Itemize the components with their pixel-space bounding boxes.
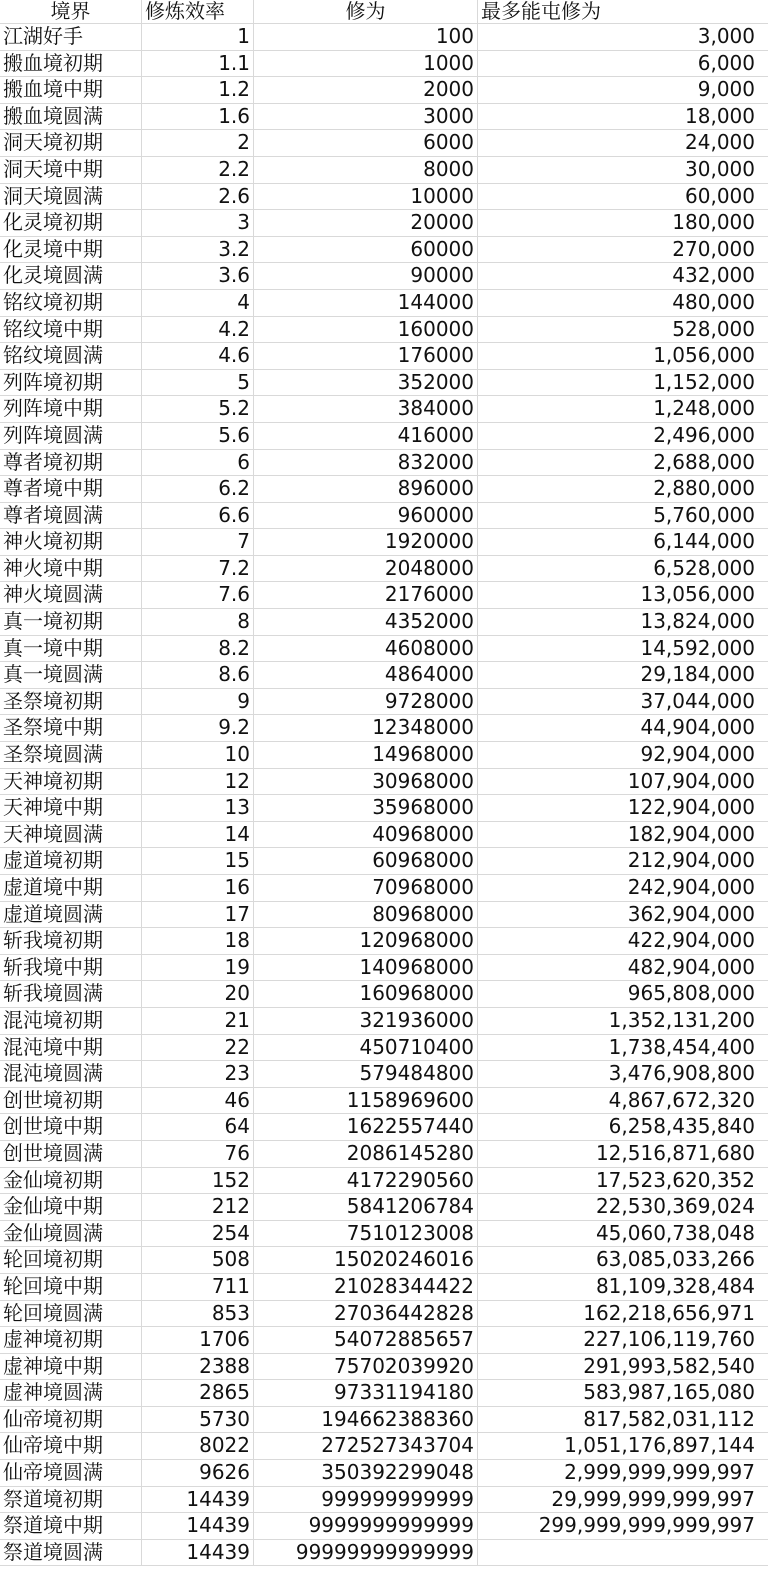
realm-cell[interactable]: 天神境中期 [0, 795, 142, 821]
cultivation-cell[interactable]: 35968000 [254, 795, 478, 821]
max-cultivation-cell[interactable]: 299,999,999,999,997 [538, 1513, 755, 1538]
realm-cell[interactable]: 斩我境圆满 [0, 981, 142, 1007]
realm-cell[interactable]: 轮回境圆满 [0, 1301, 142, 1327]
realm-cell[interactable]: 祭道境初期 [0, 1487, 142, 1513]
realm-cell[interactable]: 创世境中期 [0, 1114, 142, 1140]
max-cultivation-cell[interactable]: 270,000 [672, 236, 755, 261]
table-row [0, 237, 768, 264]
table-row [0, 104, 768, 131]
table-row [0, 24, 768, 51]
efficiency-cell[interactable]: 5730 [142, 1407, 254, 1433]
max-cultivation-cell[interactable]: 45,060,738,048 [595, 1220, 755, 1245]
efficiency-cell[interactable]: 14439 [142, 1513, 254, 1539]
header-realm[interactable]: 境界 [0, 0, 142, 23]
efficiency-cell[interactable]: 212 [142, 1194, 254, 1220]
realm-cell[interactable]: 天神境圆满 [0, 822, 142, 848]
max-cultivation-cell[interactable]: 482,904,000 [627, 954, 755, 979]
efficiency-cell[interactable]: 23 [142, 1061, 254, 1087]
cultivation-cell[interactable]: 27036442828 [254, 1301, 478, 1327]
cultivation-cell[interactable]: 352000 [254, 370, 478, 396]
realm-cell[interactable]: 虚道境中期 [0, 875, 142, 901]
realm-cell[interactable]: 尊者境中期 [0, 476, 142, 502]
max-cultivation-cell[interactable]: 180,000 [672, 210, 755, 235]
efficiency-cell[interactable]: 1 [142, 24, 254, 50]
realm-cell[interactable]: 圣祭境初期 [0, 689, 142, 715]
cultivation-cell[interactable]: 12348000 [254, 715, 478, 741]
table-row [0, 636, 768, 663]
max-cultivation-cell[interactable]: 362,904,000 [627, 901, 755, 926]
realm-cell[interactable]: 斩我境初期 [0, 928, 142, 954]
table-row [0, 370, 768, 397]
efficiency-cell[interactable]: 14439 [142, 1487, 254, 1513]
efficiency-cell[interactable]: 20 [142, 981, 254, 1007]
max-cultivation-cell[interactable]: 44,904,000 [640, 715, 755, 740]
efficiency-cell[interactable]: 152 [142, 1168, 254, 1194]
cultivation-cell[interactable]: 579484800 [254, 1061, 478, 1087]
table-row [0, 1221, 768, 1248]
max-cultivation-cell[interactable]: 965,808,000 [627, 981, 755, 1006]
efficiency-cell[interactable]: 3.6 [142, 263, 254, 289]
realm-cell[interactable]: 轮回境中期 [0, 1274, 142, 1300]
table-row [0, 689, 768, 716]
max-cultivation-cell[interactable]: 4,867,672,320 [608, 1087, 755, 1112]
realm-cell[interactable]: 铭纹境初期 [0, 290, 142, 316]
efficiency-cell[interactable]: 1706 [142, 1327, 254, 1353]
efficiency-cell[interactable]: 2865 [142, 1380, 254, 1406]
cultivation-cell[interactable]: 321936000 [254, 1008, 478, 1034]
table-row [0, 1540, 768, 1567]
table-row [0, 1194, 768, 1221]
max-cultivation-cell[interactable]: 6,144,000 [653, 529, 755, 554]
efficiency-cell[interactable]: 8022 [142, 1433, 254, 1459]
table-row [0, 184, 768, 211]
cultivation-cell[interactable]: 416000 [254, 423, 478, 449]
realm-cell[interactable]: 圣祭境中期 [0, 715, 142, 741]
table-row [0, 715, 768, 742]
realm-cell[interactable]: 搬血境中期 [0, 77, 142, 103]
realm-cell[interactable]: 创世境初期 [0, 1088, 142, 1114]
cultivation-cell[interactable]: 10000 [254, 184, 478, 210]
cultivation-cell[interactable]: 4608000 [254, 636, 478, 662]
efficiency-cell[interactable]: 9.2 [142, 715, 254, 741]
max-cultivation-cell[interactable]: 81,109,328,484 [595, 1273, 755, 1298]
cultivation-cell[interactable]: 144000 [254, 290, 478, 316]
efficiency-cell[interactable]: 1.2 [142, 77, 254, 103]
max-cultivation-cell[interactable]: 242,904,000 [627, 875, 755, 899]
realm-cell[interactable]: 列阵境中期 [0, 396, 142, 422]
efficiency-cell[interactable]: 64 [142, 1114, 254, 1140]
max-cultivation-cell[interactable]: 6,528,000 [653, 555, 755, 580]
cultivation-cell[interactable]: 20000 [254, 210, 478, 236]
efficiency-cell[interactable]: 711 [142, 1274, 254, 1300]
realm-cell[interactable]: 祭道境圆满 [0, 1540, 142, 1566]
max-cultivation-cell[interactable]: 2,999,999,999,997 [564, 1460, 755, 1485]
cultivation-cell[interactable]: 100 [254, 24, 478, 50]
cultivation-cell[interactable]: 120968000 [254, 928, 478, 954]
realm-cell[interactable]: 虚神境圆满 [0, 1380, 142, 1406]
efficiency-cell[interactable]: 21 [142, 1008, 254, 1034]
cultivation-cell[interactable]: 832000 [254, 450, 478, 476]
realm-cell[interactable]: 仙帝境初期 [0, 1407, 142, 1433]
table-row [0, 1354, 768, 1381]
cultivation-cell[interactable]: 1000 [254, 51, 478, 77]
cultivation-cell[interactable]: 6000 [254, 130, 478, 156]
table-row [0, 981, 768, 1008]
table-row [0, 582, 768, 609]
max-cultivation-cell[interactable]: 2,688,000 [653, 449, 755, 474]
table-row [0, 848, 768, 875]
cultivation-cell[interactable]: 450710400 [254, 1035, 478, 1061]
max-cultivation-cell[interactable]: 432,000 [672, 263, 755, 288]
table-row [0, 1088, 768, 1115]
realm-cell[interactable]: 铭纹境中期 [0, 317, 142, 343]
cultivation-cell[interactable]: 75702039920 [254, 1354, 478, 1380]
efficiency-cell[interactable]: 3.2 [142, 237, 254, 263]
realm-cell[interactable]: 创世境圆满 [0, 1141, 142, 1167]
cultivation-cell[interactable]: 1920000 [254, 529, 478, 555]
table-row [0, 1513, 768, 1540]
table-row [0, 476, 768, 503]
realm-cell[interactable]: 列阵境圆满 [0, 423, 142, 449]
cultivation-cell[interactable]: 350392299048 [254, 1460, 478, 1486]
cultivation-cell[interactable]: 4172290560 [254, 1168, 478, 1194]
max-cultivation-cell[interactable]: 13,056,000 [640, 582, 755, 607]
max-cultivation-cell[interactable]: 1,738,454,400 [608, 1034, 755, 1059]
table-row [0, 742, 768, 769]
cultivation-cell[interactable]: 8000 [254, 157, 478, 183]
max-cultivation-cell[interactable]: 480,000 [672, 289, 755, 314]
realm-cell[interactable]: 天神境初期 [0, 769, 142, 795]
efficiency-cell[interactable]: 6 [142, 450, 254, 476]
efficiency-cell[interactable]: 4.2 [142, 317, 254, 343]
table-row [0, 556, 768, 583]
max-cultivation-cell[interactable]: 29,999,999,999,997 [551, 1486, 755, 1511]
cultivation-cell[interactable]: 999999999999 [254, 1487, 478, 1513]
efficiency-cell[interactable]: 7.2 [142, 556, 254, 582]
realm-cell[interactable]: 化灵境圆满 [0, 263, 142, 289]
efficiency-cell[interactable]: 10 [142, 742, 254, 768]
realm-cell[interactable]: 神火境初期 [0, 529, 142, 555]
cultivation-cell[interactable]: 21028344422 [254, 1274, 478, 1300]
cultivation-cell[interactable]: 176000 [254, 343, 478, 369]
table-row [0, 609, 768, 636]
efficiency-cell[interactable]: 5.2 [142, 396, 254, 422]
table-row [0, 343, 768, 370]
realm-cell[interactable]: 尊者境初期 [0, 450, 142, 476]
table-row [0, 955, 768, 982]
max-cultivation-cell[interactable]: 22,530,369,024 [595, 1194, 755, 1219]
efficiency-cell[interactable]: 8 [142, 609, 254, 635]
cultivation-cell[interactable]: 70968000 [254, 875, 478, 901]
max-cultivation-cell[interactable]: 9,000 [697, 77, 755, 102]
efficiency-cell[interactable]: 4 [142, 290, 254, 316]
table-row [0, 822, 768, 849]
table-row [0, 210, 768, 237]
max-cultivation-cell[interactable]: 60,000 [685, 183, 755, 208]
efficiency-cell[interactable]: 2388 [142, 1354, 254, 1380]
realm-cell[interactable]: 尊者境圆满 [0, 503, 142, 529]
cultivation-cell[interactable]: 80968000 [254, 902, 478, 928]
cultivation-cell[interactable]: 9728000 [254, 689, 478, 715]
efficiency-cell[interactable]: 18 [142, 928, 254, 954]
table-row [0, 1380, 768, 1407]
max-cultivation-cell[interactable]: 63,085,033,266 [595, 1247, 755, 1272]
max-cultivation-cell[interactable]: 24,000 [685, 130, 755, 155]
realm-cell[interactable]: 仙帝境圆满 [0, 1460, 142, 1486]
realm-cell[interactable]: 金仙境圆满 [0, 1221, 142, 1247]
cultivation-cell[interactable]: 90000 [254, 263, 478, 289]
max-cultivation-cell[interactable]: 5,760,000 [653, 502, 755, 527]
cultivation-cell[interactable]: 160000 [254, 317, 478, 343]
cultivation-cell[interactable]: 194662388360 [254, 1407, 478, 1433]
realm-cell[interactable]: 混沌境圆满 [0, 1061, 142, 1087]
cultivation-cell[interactable]: 54072885657 [254, 1327, 478, 1353]
efficiency-cell[interactable]: 4.6 [142, 343, 254, 369]
efficiency-cell[interactable]: 853 [142, 1301, 254, 1327]
cultivation-cell[interactable]: 140968000 [254, 955, 478, 981]
max-cultivation-cell[interactable]: 2,880,000 [653, 476, 755, 501]
table-row [0, 902, 768, 929]
table-row [0, 1035, 768, 1062]
table-row [0, 51, 768, 78]
header-cultivation[interactable]: 修为 [254, 0, 478, 23]
realm-cell[interactable]: 金仙境中期 [0, 1194, 142, 1220]
max-cultivation-cell[interactable]: 162,218,656,971 [583, 1300, 755, 1325]
efficiency-cell[interactable]: 76 [142, 1141, 254, 1167]
cultivation-cell[interactable]: 5841206784 [254, 1194, 478, 1220]
cultivation-cell[interactable]: 60968000 [254, 848, 478, 874]
max-cultivation-cell[interactable]: 3,476,908,800 [608, 1061, 755, 1086]
header-efficiency[interactable]: 修炼效率 [142, 0, 254, 23]
max-cultivation-cell[interactable]: 2,496,000 [653, 422, 755, 447]
cultivation-cell[interactable]: 384000 [254, 396, 478, 422]
efficiency-cell[interactable]: 8.2 [142, 636, 254, 662]
cultivation-cell[interactable]: 30968000 [254, 769, 478, 795]
table-body [0, 24, 768, 1566]
efficiency-cell[interactable]: 22 [142, 1035, 254, 1061]
efficiency-cell[interactable]: 14439 [142, 1540, 254, 1566]
table-row [0, 396, 768, 423]
cultivation-cell[interactable]: 960000 [254, 503, 478, 529]
cultivation-cell[interactable]: 97331194180 [254, 1380, 478, 1406]
realm-cell[interactable]: 祭道境中期 [0, 1513, 142, 1539]
efficiency-cell[interactable]: 2.6 [142, 184, 254, 210]
max-cultivation-cell[interactable]: 17,523,620,352 [595, 1167, 755, 1192]
cultivation-cell[interactable]: 272527343704 [254, 1433, 478, 1459]
efficiency-cell[interactable]: 17 [142, 902, 254, 928]
cultivation-cell[interactable]: 7510123008 [254, 1221, 478, 1247]
efficiency-cell[interactable]: 7.6 [142, 582, 254, 608]
table-row [0, 529, 768, 556]
max-cultivation-cell[interactable]: 1,051,176,897,144 [564, 1433, 755, 1458]
max-cultivation-cell[interactable]: 30,000 [685, 156, 755, 181]
table-row [0, 875, 768, 902]
efficiency-cell[interactable]: 15 [142, 848, 254, 874]
realm-cell[interactable]: 搬血境圆满 [0, 104, 142, 130]
table-row [0, 1407, 768, 1434]
header-row [0, 0, 768, 24]
cultivation-cell[interactable]: 1622557440 [254, 1114, 478, 1140]
efficiency-cell[interactable]: 6.6 [142, 503, 254, 529]
cultivation-cell[interactable]: 60000 [254, 237, 478, 263]
table-row [0, 1274, 768, 1301]
realm-cell[interactable]: 江湖好手 [0, 24, 142, 50]
max-cultivation-cell[interactable]: 422,904,000 [627, 928, 755, 953]
max-cultivation-cell[interactable]: 29,184,000 [640, 662, 755, 687]
max-cultivation-cell[interactable]: 1,152,000 [653, 369, 755, 394]
cultivation-cell[interactable]: 4864000 [254, 662, 478, 688]
table-row [0, 1433, 768, 1460]
table-row [0, 1141, 768, 1168]
realm-cell[interactable]: 洞天境初期 [0, 130, 142, 156]
cultivation-cell[interactable]: 9999999999999 [254, 1513, 478, 1539]
max-cultivation-cell[interactable]: 14,592,000 [640, 635, 755, 660]
table-row [0, 1114, 768, 1141]
table-row [0, 77, 768, 104]
table-row [0, 1460, 768, 1487]
cultivation-cell[interactable]: 2176000 [254, 582, 478, 608]
max-cultivation-cell[interactable]: 13,824,000 [640, 609, 755, 634]
max-cultivation-cell[interactable] [478, 1540, 758, 1566]
max-cultivation-cell[interactable]: 583,987,165,080 [583, 1380, 755, 1405]
table-row [0, 130, 768, 157]
table-row [0, 157, 768, 184]
cultivation-cell[interactable]: 2000 [254, 77, 478, 103]
realm-cell[interactable]: 真一境圆满 [0, 662, 142, 688]
efficiency-cell[interactable]: 3 [142, 210, 254, 236]
max-cultivation-cell[interactable]: 1,248,000 [653, 396, 755, 421]
cultivation-cell[interactable]: 99999999999999 [254, 1540, 478, 1566]
realm-cell[interactable]: 真一境中期 [0, 636, 142, 662]
table-row [0, 290, 768, 317]
cultivation-cell[interactable]: 40968000 [254, 822, 478, 848]
realm-cell[interactable]: 洞天境中期 [0, 157, 142, 183]
efficiency-cell[interactable]: 46 [142, 1088, 254, 1114]
max-cultivation-cell[interactable]: 107,904,000 [627, 768, 755, 793]
max-cultivation-cell[interactable]: 291,993,582,540 [583, 1353, 755, 1378]
realm-cell[interactable]: 化灵境中期 [0, 237, 142, 263]
max-cultivation-cell[interactable]: 92,904,000 [640, 742, 755, 767]
realm-cell[interactable]: 虚神境初期 [0, 1327, 142, 1353]
realm-cell[interactable]: 轮回境初期 [0, 1247, 142, 1273]
cultivation-cell[interactable]: 2048000 [254, 556, 478, 582]
efficiency-cell[interactable]: 9 [142, 689, 254, 715]
realm-cell[interactable]: 化灵境初期 [0, 210, 142, 236]
realm-cell[interactable]: 搬血境初期 [0, 51, 142, 77]
realm-cell[interactable]: 虚道境初期 [0, 848, 142, 874]
cultivation-cell[interactable]: 160968000 [254, 981, 478, 1007]
cultivation-cell[interactable]: 896000 [254, 476, 478, 502]
efficiency-cell[interactable]: 5 [142, 370, 254, 396]
efficiency-cell[interactable]: 5.6 [142, 423, 254, 449]
max-cultivation-cell[interactable]: 212,904,000 [627, 848, 755, 873]
table-row [0, 317, 768, 344]
realm-cell[interactable]: 混沌境中期 [0, 1035, 142, 1061]
efficiency-cell[interactable]: 9626 [142, 1460, 254, 1486]
max-cultivation-cell[interactable]: 1,056,000 [653, 343, 755, 368]
table-row [0, 928, 768, 955]
max-cultivation-cell[interactable]: 1,352,131,200 [608, 1007, 755, 1032]
efficiency-cell[interactable]: 7 [142, 529, 254, 555]
realm-cell[interactable]: 神火境圆满 [0, 582, 142, 608]
table-row [0, 1487, 768, 1514]
cultivation-cell[interactable]: 4352000 [254, 609, 478, 635]
realm-cell[interactable]: 混沌境初期 [0, 1008, 142, 1034]
realm-cell[interactable]: 神火境中期 [0, 556, 142, 582]
realm-cell[interactable]: 列阵境初期 [0, 370, 142, 396]
cultivation-cell[interactable]: 1158969600 [254, 1088, 478, 1114]
table-row [0, 1247, 768, 1274]
realm-cell[interactable]: 真一境初期 [0, 609, 142, 635]
table-row [0, 1327, 768, 1354]
max-cultivation-cell[interactable]: 3,000 [697, 24, 755, 48]
max-cultivation-cell[interactable]: 18,000 [685, 103, 755, 128]
realm-cell[interactable]: 虚神境中期 [0, 1354, 142, 1380]
efficiency-cell[interactable]: 13 [142, 795, 254, 821]
realm-cell[interactable]: 金仙境初期 [0, 1168, 142, 1194]
table-row [0, 1061, 768, 1088]
realm-cell[interactable]: 仙帝境中期 [0, 1433, 142, 1459]
efficiency-cell[interactable]: 1.6 [142, 104, 254, 130]
table-row [0, 795, 768, 822]
efficiency-cell[interactable]: 1.1 [142, 51, 254, 77]
realm-cell[interactable]: 圣祭境圆满 [0, 742, 142, 768]
max-cultivation-cell[interactable]: 817,582,031,112 [583, 1406, 755, 1431]
table-row [0, 1301, 768, 1328]
table-row [0, 423, 768, 450]
realm-cell[interactable]: 洞天境圆满 [0, 184, 142, 210]
table-row [0, 450, 768, 477]
max-cultivation-cell[interactable]: 6,000 [697, 50, 755, 75]
efficiency-cell[interactable]: 14 [142, 822, 254, 848]
max-cultivation-cell[interactable]: 12,516,871,680 [595, 1140, 755, 1165]
efficiency-cell[interactable]: 16 [142, 875, 254, 901]
efficiency-cell[interactable]: 2.2 [142, 157, 254, 183]
cultivation-cell[interactable]: 14968000 [254, 742, 478, 768]
cultivation-cell[interactable]: 15020246016 [254, 1247, 478, 1273]
max-cultivation-cell[interactable]: 122,904,000 [627, 795, 755, 820]
max-cultivation-cell[interactable]: 37,044,000 [640, 688, 755, 713]
max-cultivation-cell[interactable]: 227,106,119,760 [583, 1327, 755, 1352]
table-row [0, 503, 768, 530]
table-row [0, 1008, 768, 1035]
cultivation-cell[interactable]: 2086145280 [254, 1141, 478, 1167]
cultivation-cell[interactable]: 3000 [254, 104, 478, 130]
efficiency-cell[interactable]: 8.6 [142, 662, 254, 688]
realm-cell[interactable]: 斩我境中期 [0, 955, 142, 981]
table-row [0, 1168, 768, 1195]
efficiency-cell[interactable]: 508 [142, 1247, 254, 1273]
table-row [0, 263, 768, 290]
realm-cell[interactable]: 虚道境圆满 [0, 902, 142, 928]
efficiency-cell[interactable]: 12 [142, 769, 254, 795]
efficiency-cell[interactable]: 6.2 [142, 476, 254, 502]
header-max-cultivation[interactable]: 最多能屯修为 [481, 0, 601, 23]
max-cultivation-cell[interactable]: 528,000 [672, 316, 755, 341]
max-cultivation-cell[interactable]: 6,258,435,840 [608, 1114, 755, 1139]
realm-cell[interactable]: 铭纹境圆满 [0, 343, 142, 369]
efficiency-cell[interactable]: 2 [142, 130, 254, 156]
max-cultivation-cell[interactable]: 182,904,000 [627, 821, 755, 846]
efficiency-cell[interactable]: 19 [142, 955, 254, 981]
efficiency-cell[interactable]: 254 [142, 1221, 254, 1247]
table-row [0, 662, 768, 689]
table-row [0, 769, 768, 796]
